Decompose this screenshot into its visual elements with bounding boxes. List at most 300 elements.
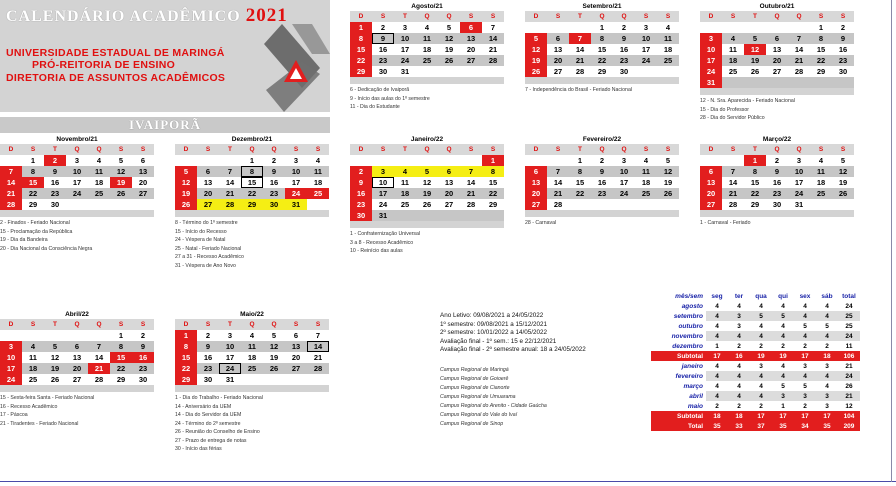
month-title: Maio/22: [240, 311, 264, 318]
day-cell: 23: [613, 55, 635, 66]
day-cell: 21: [460, 188, 482, 199]
day-cell: 17: [372, 188, 394, 199]
month-note: 8 - Término do 1º semestre: [175, 220, 238, 226]
day-cell: 28: [547, 199, 569, 210]
day-cell: 21: [788, 55, 810, 66]
day-cell: 21: [88, 363, 110, 374]
day-cell: 4: [394, 166, 416, 177]
day-cell: 6: [766, 33, 788, 44]
summary-row-label: janeiro: [681, 362, 703, 370]
weekday-header: S: [635, 144, 657, 155]
weekday-header: S: [657, 11, 679, 22]
weekday-header: T: [394, 144, 416, 155]
day-cell: 8: [175, 341, 197, 352]
month-note: 28 - Dia do Servidor Público: [700, 115, 765, 121]
day-cell: 27: [700, 199, 722, 210]
day-cell: 13: [700, 177, 722, 188]
weekday-header: S: [547, 144, 569, 155]
day-cell: 18: [635, 177, 657, 188]
academic-year-info: [440, 312, 586, 355]
empty-day-cell: [438, 66, 460, 77]
campus-list-item: Campus Regional de Sinop: [440, 421, 504, 427]
day-cell: 24: [372, 199, 394, 210]
campus-list-item: Campus Regional de Umuarama: [440, 394, 516, 400]
weekday-header: S: [110, 319, 132, 330]
summary-value-cell: 106: [838, 351, 860, 361]
day-cell: 1: [482, 155, 504, 166]
year-info-line: Avaliação final - 1º sem.: 15 e 22/12/2021: [440, 337, 557, 345]
weekday-header: D: [525, 144, 547, 155]
month-title: Dezembro/21: [231, 136, 273, 143]
month-calendar-set21: [525, 3, 679, 95]
day-cell: 30: [132, 374, 154, 385]
day-cell: 14: [88, 352, 110, 363]
day-cell: 6: [66, 341, 88, 352]
weekday-header: Q: [263, 144, 285, 155]
day-cell: 29: [810, 66, 832, 77]
day-cell: 24: [635, 55, 657, 66]
empty-day-cell: [657, 66, 679, 77]
weekday-header: Q: [263, 319, 285, 330]
day-cell: 15: [591, 44, 613, 55]
summary-value-cell: 4: [781, 362, 785, 370]
weekday-header: Q: [766, 11, 788, 22]
day-cell: 29: [350, 66, 372, 77]
day-cell: 24: [394, 55, 416, 66]
day-cell: 10: [635, 33, 657, 44]
right-divider: [891, 0, 892, 482]
month-note: 15 - Proclamação da República: [0, 228, 73, 235]
summary-month-row: [651, 321, 860, 331]
year-info-line: 1º semestre: 09/08/2021 a 15/12/2021: [440, 320, 547, 328]
month-note: 16 - Recesso Acadêmico: [0, 403, 58, 410]
university-name: UNIVERSIDADE ESTADUAL DE MARINGÁ: [6, 47, 225, 59]
day-cell: 5: [44, 341, 66, 352]
weekday-header: S: [460, 144, 482, 155]
day-cell: 3: [613, 155, 635, 166]
summary-value-cell: 4: [728, 371, 750, 381]
summary-row-label: maio: [687, 402, 703, 410]
weekday-header: Q: [66, 144, 88, 155]
summary-month-row: [651, 371, 860, 381]
summary-value-cell: 17: [706, 351, 728, 361]
summary-column-header: qua: [755, 292, 767, 300]
summary-value-cell: 17: [772, 411, 794, 421]
day-cell: 28: [722, 199, 744, 210]
empty-day-cell: [285, 374, 307, 385]
day-cell: 17: [788, 177, 810, 188]
day-cell: 11: [635, 166, 657, 177]
weekday-header: S: [482, 144, 504, 155]
day-cell: 8: [569, 166, 591, 177]
day-cell: 8: [110, 341, 132, 352]
month-notes: [0, 219, 154, 253]
month-grid: [350, 144, 504, 221]
day-cell: 5: [657, 155, 679, 166]
day-cell: 30: [832, 66, 854, 77]
month-title: Abril/22: [65, 311, 89, 318]
summary-column-header: sáb: [821, 292, 833, 300]
day-cell: 28: [0, 199, 22, 210]
weekday-header: D: [700, 144, 722, 155]
day-cell: 19: [175, 188, 197, 199]
day-cell: 24: [0, 374, 22, 385]
day-cell: 21: [307, 352, 329, 363]
day-cell: 17: [0, 363, 22, 374]
day-cell: 30: [44, 199, 66, 210]
summary-value-cell: 4: [715, 302, 719, 310]
weekday-header: S: [722, 11, 744, 22]
empty-day-cell: [722, 22, 744, 33]
day-cell: 11: [241, 341, 263, 352]
day-cell: 21: [482, 44, 504, 55]
summary-value-cell: 4: [759, 382, 763, 390]
day-cell: 26: [263, 363, 285, 374]
month-note: 1 - Carnaval - Feriado: [700, 220, 751, 226]
day-cell: 17: [394, 44, 416, 55]
day-cell: 26: [416, 199, 438, 210]
day-cell: 12: [525, 44, 547, 55]
summary-month-row: [651, 331, 860, 341]
weekday-header: D: [0, 144, 22, 155]
weekday-header: S: [132, 319, 154, 330]
day-cell: 17: [635, 44, 657, 55]
day-cell: 28: [788, 66, 810, 77]
weekday-header: Q: [788, 11, 810, 22]
month-note: 10 - Reinício das aulas: [350, 248, 403, 254]
summary-month-row: [651, 401, 860, 411]
day-cell: 22: [22, 188, 44, 199]
summary-value-cell: 4: [816, 331, 838, 341]
day-cell: 31: [372, 210, 394, 221]
weekday-header: Q: [88, 319, 110, 330]
day-cell: 12: [175, 177, 197, 188]
day-cell: 2: [44, 155, 66, 166]
summary-value-cell: 24: [845, 302, 853, 310]
day-cell: 26: [832, 188, 854, 199]
day-cell: 29: [482, 199, 504, 210]
summary-value-cell: 25: [845, 322, 853, 330]
day-cell: 10: [372, 177, 394, 188]
summary-value-cell: 4: [772, 331, 794, 341]
empty-day-cell: [613, 199, 635, 210]
day-cell: 23: [350, 199, 372, 210]
day-cell: 4: [810, 155, 832, 166]
day-cell: 4: [635, 155, 657, 166]
weekday-header: Q: [416, 11, 438, 22]
day-cell: 14: [569, 44, 591, 55]
day-cell: 2: [591, 155, 613, 166]
empty-day-cell: [263, 374, 285, 385]
summary-value-cell: 3: [825, 402, 829, 410]
day-cell: 31: [700, 77, 722, 88]
empty-day-cell: [722, 77, 744, 88]
day-cell: 7: [547, 166, 569, 177]
day-cell: 13: [460, 33, 482, 44]
weekday-header: T: [44, 319, 66, 330]
day-cell: 7: [569, 33, 591, 44]
month-calendar-dez21: [175, 136, 329, 270]
empty-day-cell: [350, 155, 372, 166]
empty-day-cell: [569, 199, 591, 210]
day-cell: 8: [591, 33, 613, 44]
summary-value-cell: 1: [781, 402, 785, 410]
empty-day-cell: [569, 22, 591, 33]
day-cell: 24: [219, 363, 241, 374]
day-cell: 6: [197, 166, 219, 177]
day-cell: 4: [722, 33, 744, 44]
day-cell: 11: [722, 44, 744, 55]
day-cell: 25: [307, 188, 329, 199]
empty-day-cell: [635, 199, 657, 210]
summary-value-cell: 2: [759, 402, 763, 410]
day-cell: 19: [44, 363, 66, 374]
summary-month-row: [651, 361, 860, 371]
day-cell: 20: [197, 188, 219, 199]
day-cell: 30: [350, 210, 372, 221]
day-cell: 3: [700, 33, 722, 44]
empty-day-cell: [700, 155, 722, 166]
summary-value-cell: 2: [737, 342, 741, 350]
month-footer-bar: [0, 385, 154, 392]
day-cell: 18: [657, 44, 679, 55]
summary-value-cell: 18: [706, 411, 728, 421]
summary-value-cell: 12: [845, 402, 853, 410]
school-days-summary-table: [651, 291, 860, 431]
summary-row-label: agosto: [681, 302, 703, 310]
day-cell: 9: [132, 341, 154, 352]
day-cell: 1: [744, 155, 766, 166]
empty-day-cell: [547, 155, 569, 166]
day-cell: 19: [416, 188, 438, 199]
day-cell: 12: [416, 177, 438, 188]
day-cell: 30: [766, 199, 788, 210]
weekday-header: T: [744, 11, 766, 22]
day-cell: 3: [219, 330, 241, 341]
day-cell: 6: [525, 166, 547, 177]
weekday-header: D: [525, 11, 547, 22]
day-cell: 10: [285, 166, 307, 177]
day-cell: 5: [832, 155, 854, 166]
summary-subtotal-row: [651, 351, 860, 361]
summary-value-cell: 4: [816, 311, 838, 321]
day-cell: 10: [394, 33, 416, 44]
day-cell: 15: [810, 44, 832, 55]
day-cell: 25: [88, 188, 110, 199]
month-grid: [175, 319, 329, 385]
month-note: 15 - Sexta-feira Santa - Feriado Nacional: [0, 395, 95, 401]
pro-reitoria-name: PRÓ-REITORIA DE ENSINO: [32, 59, 176, 71]
month-notes: [0, 394, 154, 428]
day-cell: 31: [219, 374, 241, 385]
day-cell: 18: [722, 55, 744, 66]
summary-value-cell: 4: [781, 302, 785, 310]
day-cell: 28: [88, 374, 110, 385]
day-cell: 16: [766, 177, 788, 188]
day-cell: 6: [700, 166, 722, 177]
day-cell: 5: [110, 155, 132, 166]
month-title: Março/22: [762, 136, 792, 143]
summary-value-cell: 4: [772, 371, 794, 381]
empty-day-cell: [175, 155, 197, 166]
summary-value-cell: 19: [750, 351, 772, 361]
summary-value-cell: 17: [750, 411, 772, 421]
day-cell: 26: [110, 188, 132, 199]
summary-row-label: Subtotal: [651, 411, 706, 421]
day-cell: 25: [416, 55, 438, 66]
day-cell: 25: [810, 188, 832, 199]
weekday-header: Q: [766, 144, 788, 155]
summary-value-cell: 3: [825, 362, 829, 370]
day-cell: 10: [66, 166, 88, 177]
day-cell: 1: [175, 330, 197, 341]
year-info-line: 2º semestre: 10/01/2022 a 14/05/2022: [440, 329, 547, 336]
summary-value-cell: 34: [794, 421, 816, 431]
summary-value-cell: 4: [794, 311, 816, 321]
summary-value-cell: 18: [728, 411, 750, 421]
weekday-header: S: [722, 144, 744, 155]
summary-value-cell: 5: [750, 311, 772, 321]
day-cell: 22: [241, 188, 263, 199]
bottom-divider: [0, 481, 896, 482]
summary-column-header: ter: [734, 292, 744, 300]
day-cell: 24: [613, 188, 635, 199]
weekday-header: Q: [241, 144, 263, 155]
empty-day-cell: [591, 199, 613, 210]
summary-header-row: [651, 291, 860, 301]
day-cell: 1: [350, 22, 372, 33]
month-calendar-mar22: [700, 136, 854, 228]
weekday-header: S: [482, 11, 504, 22]
weekday-header: Q: [613, 11, 635, 22]
day-cell: 9: [197, 341, 219, 352]
weekday-header: D: [700, 11, 722, 22]
empty-day-cell: [460, 155, 482, 166]
day-cell: 26: [744, 66, 766, 77]
empty-day-cell: [44, 330, 66, 341]
summary-month-row: [651, 391, 860, 401]
day-cell: 12: [263, 341, 285, 352]
campus-list: [440, 366, 547, 429]
day-cell: 16: [832, 44, 854, 55]
summary-value-cell: 4: [781, 322, 785, 330]
day-cell: 17: [285, 177, 307, 188]
summary-value-cell: 11: [845, 342, 853, 350]
empty-day-cell: [744, 22, 766, 33]
summary-subtotal-row: [651, 421, 860, 431]
day-cell: 22: [591, 55, 613, 66]
month-footer-bar: [0, 210, 154, 217]
month-grid: [0, 319, 154, 385]
weekday-header: S: [810, 11, 832, 22]
summary-value-cell: 4: [759, 322, 763, 330]
day-cell: 9: [613, 33, 635, 44]
day-cell: 12: [744, 44, 766, 55]
month-calendar-out21: [700, 3, 854, 123]
empty-day-cell: [372, 155, 394, 166]
day-cell: 25: [394, 199, 416, 210]
day-cell: 13: [438, 177, 460, 188]
weekday-header: S: [810, 144, 832, 155]
summary-value-cell: 33: [728, 421, 750, 431]
empty-day-cell: [657, 199, 679, 210]
summary-value-cell: 4: [706, 371, 728, 381]
day-cell: 14: [788, 44, 810, 55]
month-grid: [525, 11, 679, 77]
day-cell: 19: [744, 55, 766, 66]
month-note: 24 - Véspera de Natal: [175, 237, 226, 243]
summary-subtotal-row: [651, 411, 860, 421]
day-cell: 23: [591, 188, 613, 199]
summary-value-cell: 24: [838, 371, 860, 381]
empty-day-cell: [482, 66, 504, 77]
weekday-header: D: [175, 319, 197, 330]
day-cell: 29: [241, 199, 263, 210]
day-cell: 15: [569, 177, 591, 188]
month-note: 31 - Véspera de Ano Novo: [175, 262, 236, 269]
month-notes: [525, 219, 679, 228]
empty-day-cell: [132, 199, 154, 210]
day-cell: 5: [525, 33, 547, 44]
day-cell: 8: [482, 166, 504, 177]
day-cell: 13: [197, 177, 219, 188]
empty-day-cell: [416, 66, 438, 77]
empty-day-cell: [832, 199, 854, 210]
weekday-header: S: [132, 144, 154, 155]
day-cell: 19: [263, 352, 285, 363]
summary-value-cell: 5: [781, 382, 785, 390]
weekday-header: S: [110, 144, 132, 155]
day-cell: 9: [832, 33, 854, 44]
day-cell: 29: [175, 374, 197, 385]
summary-value-cell: 21: [838, 391, 860, 401]
day-cell: 14: [482, 33, 504, 44]
summary-value-cell: 4: [794, 371, 816, 381]
month-note: 19 - Dia da Bandeira: [0, 237, 48, 243]
month-title: Outubro/21: [759, 3, 795, 10]
day-cell: 4: [22, 341, 44, 352]
day-cell: 14: [460, 177, 482, 188]
day-cell: 10: [0, 352, 22, 363]
empty-day-cell: [66, 330, 88, 341]
empty-day-cell: [722, 155, 744, 166]
calendar-title-text: CALENDÁRIO ACADÊMICO: [6, 8, 241, 25]
weekday-header: D: [175, 144, 197, 155]
summary-row-label: novembro: [671, 332, 703, 340]
day-cell: 3: [372, 166, 394, 177]
day-cell: 21: [0, 188, 22, 199]
day-cell: 15: [110, 352, 132, 363]
weekday-header: Q: [438, 144, 460, 155]
day-cell: 18: [394, 188, 416, 199]
day-cell: 25: [722, 66, 744, 77]
day-cell: 19: [525, 55, 547, 66]
summary-value-cell: 37: [750, 421, 772, 431]
day-cell: 4: [307, 155, 329, 166]
weekday-header: S: [307, 144, 329, 155]
month-title: Novembro/21: [56, 136, 98, 143]
weekday-header: S: [460, 11, 482, 22]
weekday-header: T: [744, 144, 766, 155]
summary-value-cell: 17: [816, 411, 838, 421]
day-cell: 14: [307, 341, 329, 352]
day-cell: 11: [810, 166, 832, 177]
summary-value-cell: 25: [838, 311, 860, 321]
month-footer-bar: [175, 210, 329, 217]
empty-day-cell: [0, 330, 22, 341]
day-cell: 16: [372, 44, 394, 55]
summary-value-cell: 4: [794, 331, 816, 341]
